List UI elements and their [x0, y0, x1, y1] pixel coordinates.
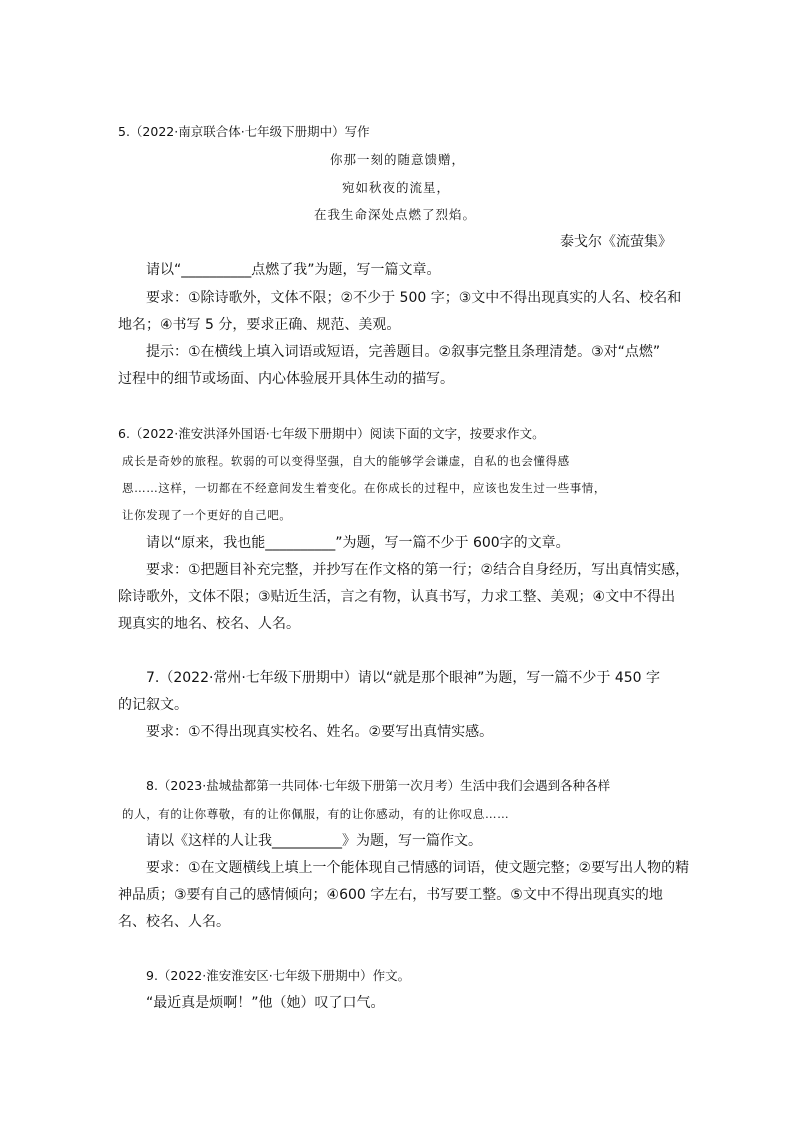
q5-prompt: 请以“__________点燃了我”为题，写一篇文章。	[146, 262, 441, 278]
q6-requirement-line-3: 现真实的地名、校名、人名。	[118, 616, 300, 632]
q8-line-2: 的人，有的让你尊敬，有的让你佩服，有的让你感动，有的让你叹息……	[122, 807, 510, 821]
q5-poem-line-2: 宛如秋夜的流星，	[342, 180, 451, 195]
q6-text-line-3: 让你发现了一个更好的自己吧。	[122, 508, 292, 522]
q8-requirement-line-3: 名、校名、人名。	[118, 914, 230, 930]
q5-tip-line-2: 过程中的细节或场面、内心体验展开具体生动的描写。	[118, 371, 454, 387]
q5-poem-line-1: 你那一刻的随意馈赠，	[330, 152, 466, 167]
q9-quote: “最近真是烦啊！”他（她）叹了口气。	[146, 995, 385, 1011]
q7-line-2: 的记叙文。	[118, 697, 188, 713]
q5-tip-line-1: 提示：①在横线上填入词语或短语，完善题目。②叙事完整且条理清楚。③对“点燃”	[146, 344, 661, 360]
q8-prompt: 请以《这样的人让我__________》为题，写一篇作文。	[146, 833, 482, 849]
q6-prompt: 请以“原来，我也能__________”为题，写一篇不少于 600字的文章。	[146, 535, 570, 551]
q6-requirement-line-1: 要求：①把题目补充完整，并抄写在作文格的第一行；②结合自身经历，写出真情实感，	[146, 562, 690, 578]
q8-requirement-line-2: 神品质；③要有自己的感情倾向；④600 字左右，书写要工整。⑤文中不得出现真实的地	[118, 887, 663, 903]
q5-requirement-line-2: 地名；④书写 5 分，要求正确、规范、美观。	[118, 317, 401, 333]
q5-attribution: 泰戈尔《流萤集》	[560, 234, 672, 250]
q8-line-1: 8.（2023·盐城盐都第一共同体·七年级下册第一次月考）生活中我们会遇到各种各样	[146, 778, 611, 793]
q6-text-line-1: 成长是奇妙的旅程。软弱的可以变得坚强，自大的能够学会谦虚，自私的也会懂得感	[122, 454, 570, 468]
q5-poem-line-3: 在我生命深处点燃了烈焰。	[314, 207, 477, 222]
q5-header: 5.（2022·南京联合体·七年级下册期中）写作	[118, 124, 370, 139]
q6-requirement-line-2: 除诗歌外，文体不限；③贴近生活，言之有物，认真书写，力求工整、美观；④文中不得出	[118, 589, 676, 605]
q7-line-1: 7.（2022·常州·七年级下册期中）请以“就是那个眼神”为题，写一篇不少于 450 字	[146, 670, 661, 686]
q6-text-line-2: 恩……这样，一切都在不经意间发生着变化。在你成长的过程中，应该也发生过一些事情，	[122, 481, 606, 495]
q5-requirement-line-1: 要求：①除诗歌外，文体不限；②不少于 500 字；③文中不得出现真实的人名、校名和	[146, 290, 682, 306]
q6-header: 6.（2022·淮安洪泽外国语·七年级下册期中）阅读下面的文字，按要求作文。	[118, 426, 545, 441]
q8-requirement-line-1: 要求：①在文题横线上填上一个能体现自己情感的词语，使文题完整；②要写出人物的精	[146, 860, 690, 876]
q9-header: 9.（2022·淮安淮安区·七年级下册期中）作文。	[146, 968, 411, 983]
q7-requirement: 要求：①不得出现真实校名、姓名。②要写出真情实感。	[146, 724, 494, 740]
